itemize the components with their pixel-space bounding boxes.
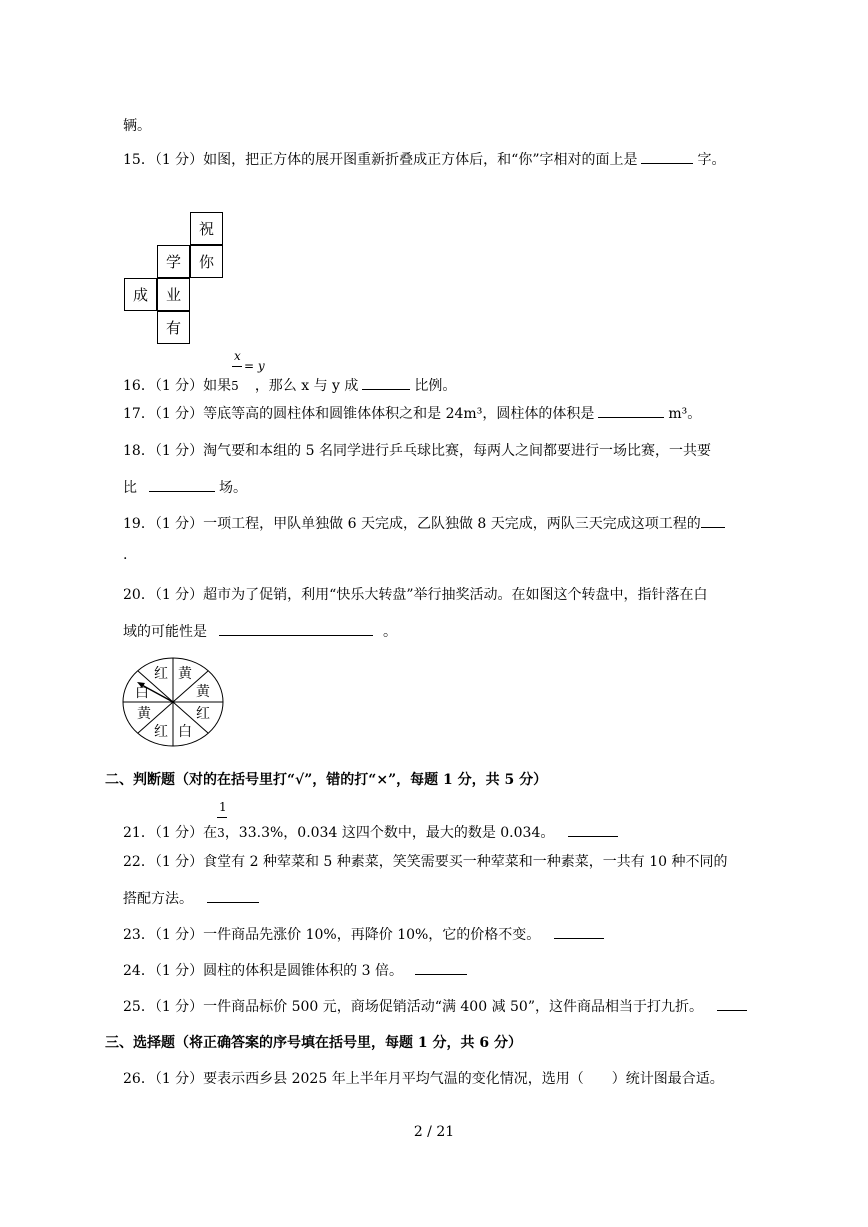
question-19-cont: . <box>123 547 128 563</box>
net-cell: 业 <box>157 278 190 311</box>
question-22-cont <box>123 888 263 908</box>
net-cell: 祝 <box>190 212 223 245</box>
question-22: 22．（1 分）食堂有 2 种荤菜和 5 种素菜，笑笑需要买一种荤菜和一种素菜，一共有 10 种不同的 <box>123 854 728 870</box>
q20-blank[interactable] <box>219 621 373 636</box>
spinner-sector-label: 红 <box>154 724 168 740</box>
q20-prefix: 域的可能性是 <box>123 624 207 640</box>
question-24 <box>123 960 471 980</box>
spinner-sector-label: 黄 <box>178 666 192 682</box>
q21-blank[interactable] <box>568 822 618 837</box>
net-cell: 你 <box>190 245 223 278</box>
spinner-sector-label: 白 <box>135 685 149 701</box>
q17-text: 17．（1 分）等底等高的圆柱体和圆锥体体积之和是 24m³，圆柱体的体积是 <box>123 406 595 422</box>
question-25 <box>123 996 751 1016</box>
q16-fraction-numerator: x <box>234 349 241 363</box>
q23-blank[interactable] <box>554 924 604 939</box>
q16-fraction-denominator: 5 <box>231 379 239 393</box>
q21-fraction-denominator: 3 <box>217 826 225 840</box>
q16-text: 16．（1 分）如果 <box>123 378 232 394</box>
q16-equals: = y <box>244 359 265 373</box>
question-20: 20．（1 分）超市为了促销，利用“快乐大转盘”举行抽奖活动。在如图这个转盘中，指针落在白 <box>123 587 708 603</box>
question-23 <box>123 924 608 944</box>
q20-tail: 。 <box>383 624 397 640</box>
q21-text: 21．（1 分）在 <box>123 825 218 841</box>
question-18: 18．（1 分）淘气要和本组的 5 名同学进行乒乓球比赛，每两人之间都要进行一场比赛，一共要 <box>123 443 711 459</box>
line-continuation: 辆。 <box>123 118 151 134</box>
q19-text: 19．（1 分）一项工程，甲队单独做 6 天完成，乙队独做 8 天完成，两队三天完成这项工程的 <box>123 516 701 532</box>
q23-text: 23．（1 分）一件商品先涨价 10%，再降价 10%，它的价格不变。 <box>123 927 541 943</box>
question-16 <box>123 375 456 395</box>
q25-text: 25．（1 分）一件商品标价 500 元，商场促销活动“满 400 减 50”，这件商品相当于打九折。 <box>123 999 703 1015</box>
spinner-sector-label: 红 <box>196 706 210 722</box>
spinner-sector-label: 白 <box>178 724 192 740</box>
q24-text: 24．（1 分）圆柱的体积是圆锥体积的 3 倍。 <box>123 963 403 979</box>
q18-tail: 场。 <box>219 480 247 496</box>
net-cell: 有 <box>157 311 190 344</box>
q16-blank[interactable] <box>362 375 410 390</box>
q24-blank[interactable] <box>415 960 467 975</box>
q16-tail: 比例。 <box>414 378 457 394</box>
question-20-cont <box>123 621 397 641</box>
q18-prefix: 比 <box>123 480 137 496</box>
net-cell: 学 <box>157 245 190 278</box>
question-21 <box>123 822 622 842</box>
spinner-wheel <box>121 656 225 748</box>
question-17 <box>123 403 701 423</box>
q15-text: 15．（1 分）如图，把正方体的展开图重新折叠成正方体后，和“你”字相对的面上是 <box>123 152 638 168</box>
q21-fraction-numerator: 1 <box>219 800 227 814</box>
spinner-sector-label: 黄 <box>137 706 151 722</box>
q16-text-mid: ，那么 x 与 y 成 <box>254 378 359 394</box>
question-18-cont <box>123 477 247 497</box>
question-15 <box>123 149 725 169</box>
q15-blank[interactable] <box>641 149 693 164</box>
q21-text-rest: ，33.3%，0.034 这四个数中，最大的数是 0.034。 <box>224 825 555 841</box>
spinner-sector-label: 黄 <box>196 684 210 700</box>
spinner-sector-label: 红 <box>154 666 168 682</box>
net-cell: 成 <box>124 278 157 311</box>
q17-blank[interactable] <box>598 403 664 418</box>
q25-blank[interactable] <box>717 996 747 1011</box>
q22-text: 搭配方法。 <box>123 891 193 907</box>
q19-blank[interactable] <box>701 513 725 528</box>
q15-tail: 字。 <box>697 152 726 168</box>
q18-blank[interactable] <box>149 477 215 492</box>
page-number: 2 / 21 <box>413 1124 455 1140</box>
q22-blank[interactable] <box>207 888 259 903</box>
question-26: 26．（1 分）要表示西乡县 2025 年上半年月平均气温的变化情况，选用（ ）统计图最合适。 <box>123 1071 724 1087</box>
question-19 <box>123 513 729 533</box>
section-3-heading: 三、选择题（将正确答案的序号填在括号里，每题 1 分，共 6 分） <box>105 1035 522 1051</box>
fraction-bar <box>217 817 227 818</box>
fraction-bar <box>232 366 242 367</box>
section-2-heading: 二、判断题（对的在括号里打“√”，错的打“×”，每题 1 分，共 5 分） <box>105 772 548 788</box>
q17-unit: m³。 <box>668 406 702 422</box>
